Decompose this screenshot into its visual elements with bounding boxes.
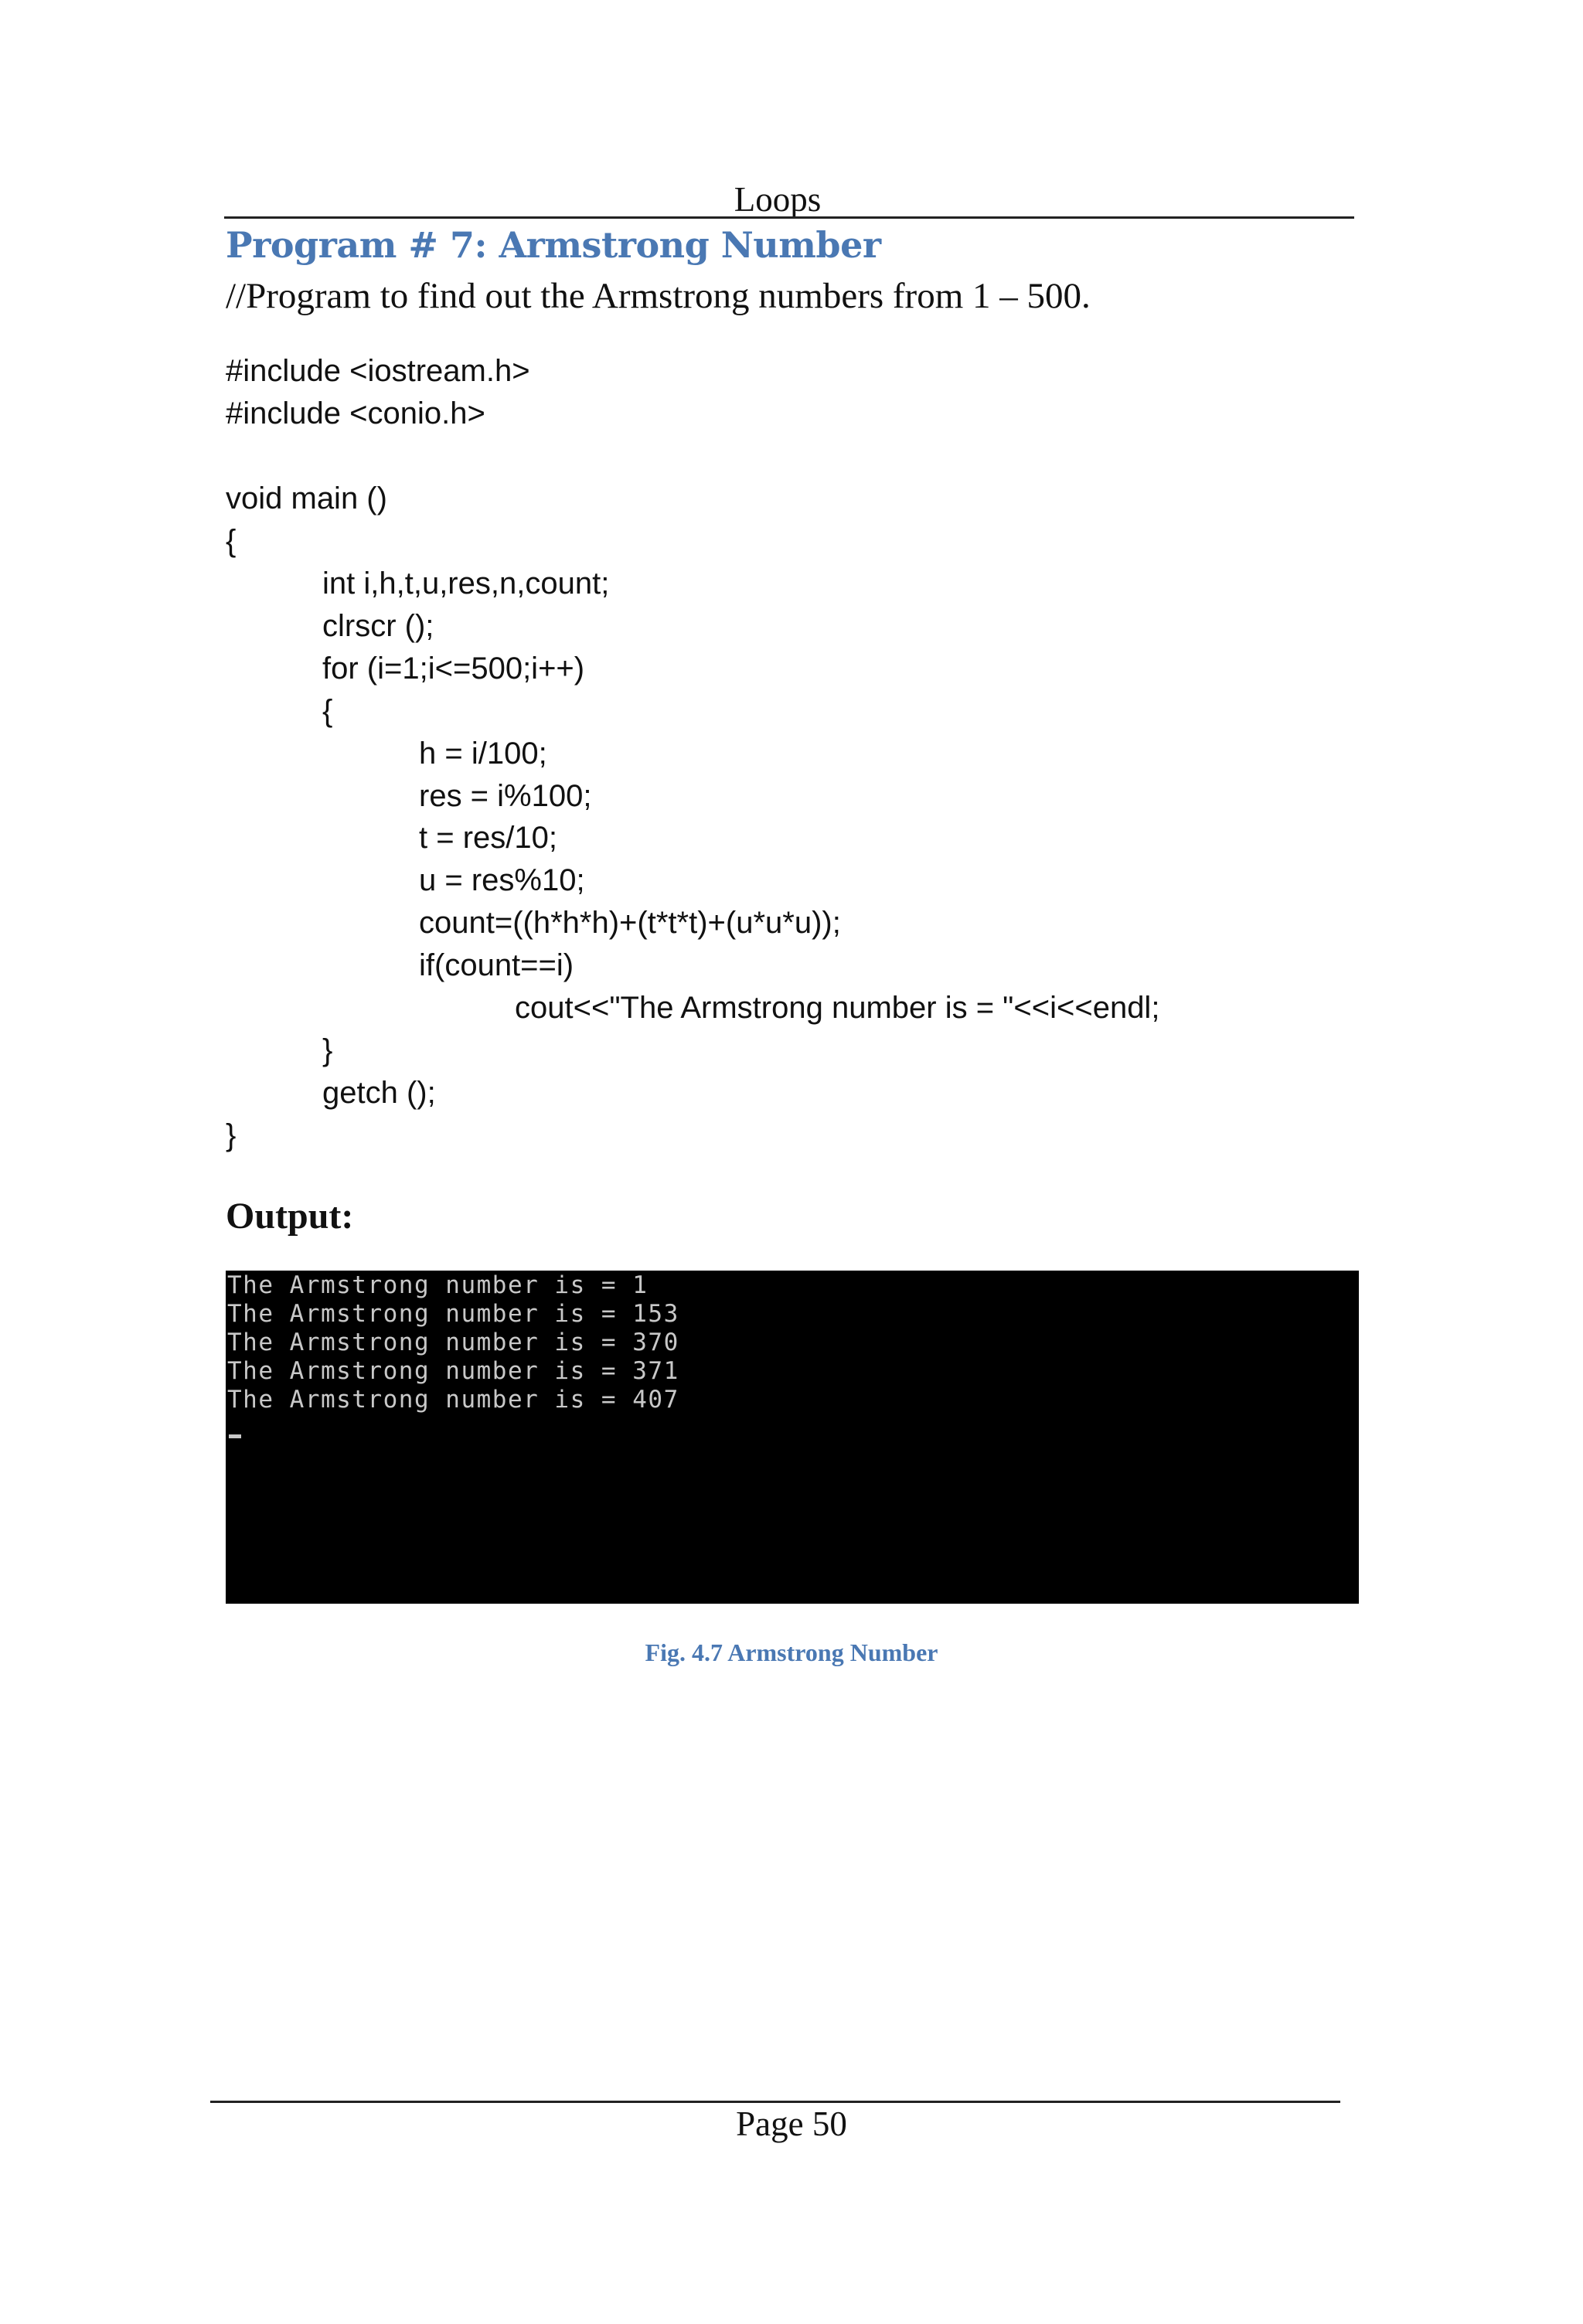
page-number: Page 50 <box>736 2105 847 2143</box>
code-line: if(count==i) <box>419 948 574 982</box>
code-line: res = i%100; <box>419 779 592 813</box>
code-line: { <box>322 694 333 728</box>
code-line: int i,h,t,u,res,n,count; <box>322 567 610 601</box>
console-line: The Armstrong number is = 371 <box>227 1357 679 1385</box>
code-line: h = i/100; <box>419 737 547 771</box>
header-rule <box>224 216 1354 219</box>
program-comment: //Program to find out the Armstrong numbers from 1 – 500. <box>226 276 1091 316</box>
code-line: #include <conio.h> <box>226 396 485 430</box>
code-line: } <box>322 1033 333 1067</box>
code-line: for (i=1;i<=500;i++) <box>322 652 585 686</box>
cursor-icon <box>229 1434 241 1438</box>
code-line: void main () <box>226 481 387 515</box>
footer-rule <box>210 2101 1340 2103</box>
console-line: The Armstrong number is = 153 <box>227 1300 679 1328</box>
code-line: { <box>226 524 237 558</box>
program-title: Program # 7: Armstrong Number <box>226 224 881 266</box>
output-heading: Output: <box>226 1196 354 1237</box>
running-header: Loops <box>734 180 822 219</box>
code-line: cout<<"The Armstrong number is = "<<i<<endl; <box>515 991 1160 1025</box>
code-line: getch (); <box>322 1076 436 1110</box>
code-line: } <box>226 1118 237 1152</box>
code-line: count=((h*h*h)+(t*t*t)+(u*u*u)); <box>419 906 841 940</box>
console-line: The Armstrong number is = 370 <box>227 1329 679 1356</box>
code-line: t = res/10; <box>419 821 557 855</box>
console-output-screenshot <box>226 1271 1359 1604</box>
console-line: The Armstrong number is = 407 <box>227 1386 679 1414</box>
code-line: u = res%10; <box>419 863 585 897</box>
code-line: clrscr (); <box>322 609 434 643</box>
code-line: #include <iostream.h> <box>226 354 530 388</box>
figure-caption: Fig. 4.7 Armstrong Number <box>645 1638 938 1666</box>
console-line: The Armstrong number is = 1 <box>227 1271 649 1299</box>
